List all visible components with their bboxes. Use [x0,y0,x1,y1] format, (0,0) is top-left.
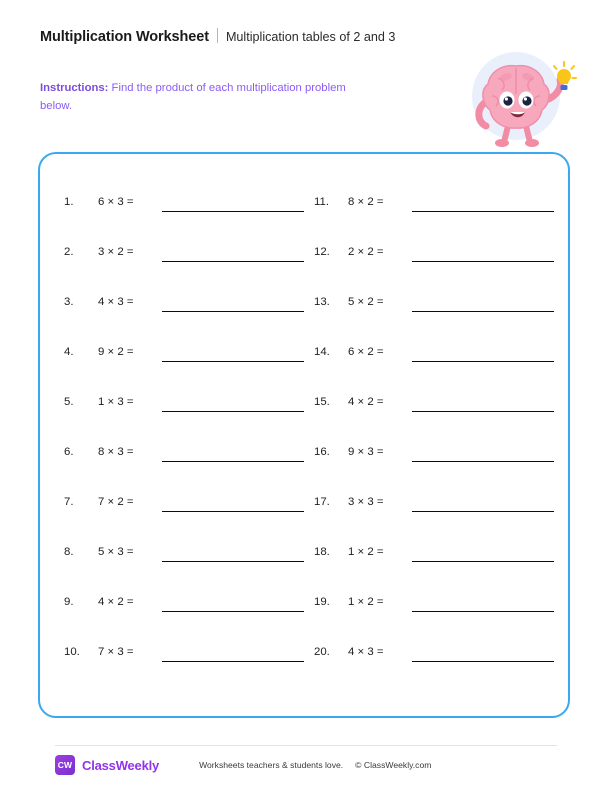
answer-blank[interactable] [162,296,304,312]
problem-number: 8. [64,546,74,558]
title-separator [217,28,218,43]
problem-number: 12. [314,246,330,258]
footer-divider [55,745,557,746]
problem-row [314,646,562,696]
problem-number: 6. [64,446,74,458]
problem-row [64,296,312,346]
instructions [40,80,370,115]
problem-row [64,496,312,546]
answer-blank[interactable] [412,196,554,212]
answer-blank[interactable] [412,396,554,412]
answer-blank[interactable] [412,446,554,462]
answer-blank[interactable] [412,496,554,512]
problem-number: 14. [314,346,330,358]
problem-number: 4. [64,346,74,358]
problem-number: 2. [64,246,74,258]
problem-expression: 1 × 2 = [348,546,384,558]
problem-row [64,246,312,296]
problem-expression: 1 × 3 = [98,396,134,408]
problem-number: 1. [64,196,74,208]
brand-name: ClassWeekly [82,757,160,773]
problem-number: 5. [64,396,74,408]
problem-expression: 5 × 2 = [348,296,384,308]
footer-copyright: © ClassWeekly.com [355,760,432,770]
problem-expression: 3 × 2 = [98,246,134,258]
problem-number: 3. [64,296,74,308]
answer-blank[interactable] [162,596,304,612]
problems-column-left [64,196,312,696]
answer-blank[interactable] [412,346,554,362]
problem-expression: 4 × 3 = [98,296,134,308]
answer-blank[interactable] [412,646,554,662]
problem-number: 13. [314,296,330,308]
title-main: Multiplication Worksheet [40,29,209,45]
problem-expression: 8 × 3 = [98,446,134,458]
problem-number: 15. [314,396,330,408]
footer [55,755,557,775]
problem-number: 19. [314,596,330,608]
problem-number: 16. [314,446,330,458]
problem-number: 18. [314,546,330,558]
problem-expression: 9 × 2 = [98,346,134,358]
problem-number: 9. [64,596,74,608]
problem-row [314,596,562,646]
worksheet-header [40,26,460,45]
answer-blank[interactable] [412,546,554,562]
problem-row [64,446,312,496]
problem-row [314,296,562,346]
problem-expression: 3 × 3 = [348,496,384,508]
classweekly-logo-icon: CW [55,755,75,775]
problem-row [64,596,312,646]
problem-row [314,446,562,496]
problem-expression: 6 × 2 = [348,346,384,358]
problem-expression: 5 × 3 = [98,546,134,558]
footer-tagline: Worksheets teachers & students love. [199,760,344,770]
problem-expression: 4 × 2 = [98,596,134,608]
answer-blank[interactable] [162,446,304,462]
answer-blank[interactable] [412,246,554,262]
problem-expression: 4 × 3 = [348,646,384,658]
problem-row [64,546,312,596]
problem-row [314,496,562,546]
problem-expression: 9 × 3 = [348,446,384,458]
problem-number: 11. [314,196,329,208]
problem-number: 17. [314,496,330,508]
problem-row [314,196,562,246]
problem-expression: 6 × 3 = [98,196,134,208]
answer-blank[interactable] [412,296,554,312]
problem-row [64,346,312,396]
problem-row [314,346,562,396]
answer-blank[interactable] [162,646,304,662]
title-subtitle: Multiplication tables of 2 and 3 [225,30,396,44]
page-title [40,26,460,45]
answer-blank[interactable] [162,396,304,412]
problem-expression: 1 × 2 = [348,596,384,608]
problem-expression: 7 × 2 = [98,496,134,508]
problem-number: 10. [64,646,80,658]
problem-row [314,246,562,296]
problem-expression: 7 × 3 = [98,646,134,658]
problem-number: 7. [64,496,74,508]
brain-mascot-icon [464,50,578,148]
problem-number: 20. [314,646,330,658]
answer-blank[interactable] [162,546,304,562]
problem-row [64,646,312,696]
problems-card [38,152,570,718]
problem-row [314,546,562,596]
problem-row [64,396,312,446]
answer-blank[interactable] [162,346,304,362]
problem-expression: 2 × 2 = [348,246,384,258]
problem-expression: 4 × 2 = [348,396,384,408]
problem-row [314,396,562,446]
answer-blank[interactable] [412,596,554,612]
problems-column-right [314,196,562,696]
problem-expression: 8 × 2 = [348,196,384,208]
answer-blank[interactable] [162,196,304,212]
instructions-text: Find the product of each multiplication problem below. [40,82,346,112]
answer-blank[interactable] [162,496,304,512]
instructions-label: Instructions: [40,82,109,94]
answer-blank[interactable] [162,246,304,262]
problem-row [64,196,312,246]
